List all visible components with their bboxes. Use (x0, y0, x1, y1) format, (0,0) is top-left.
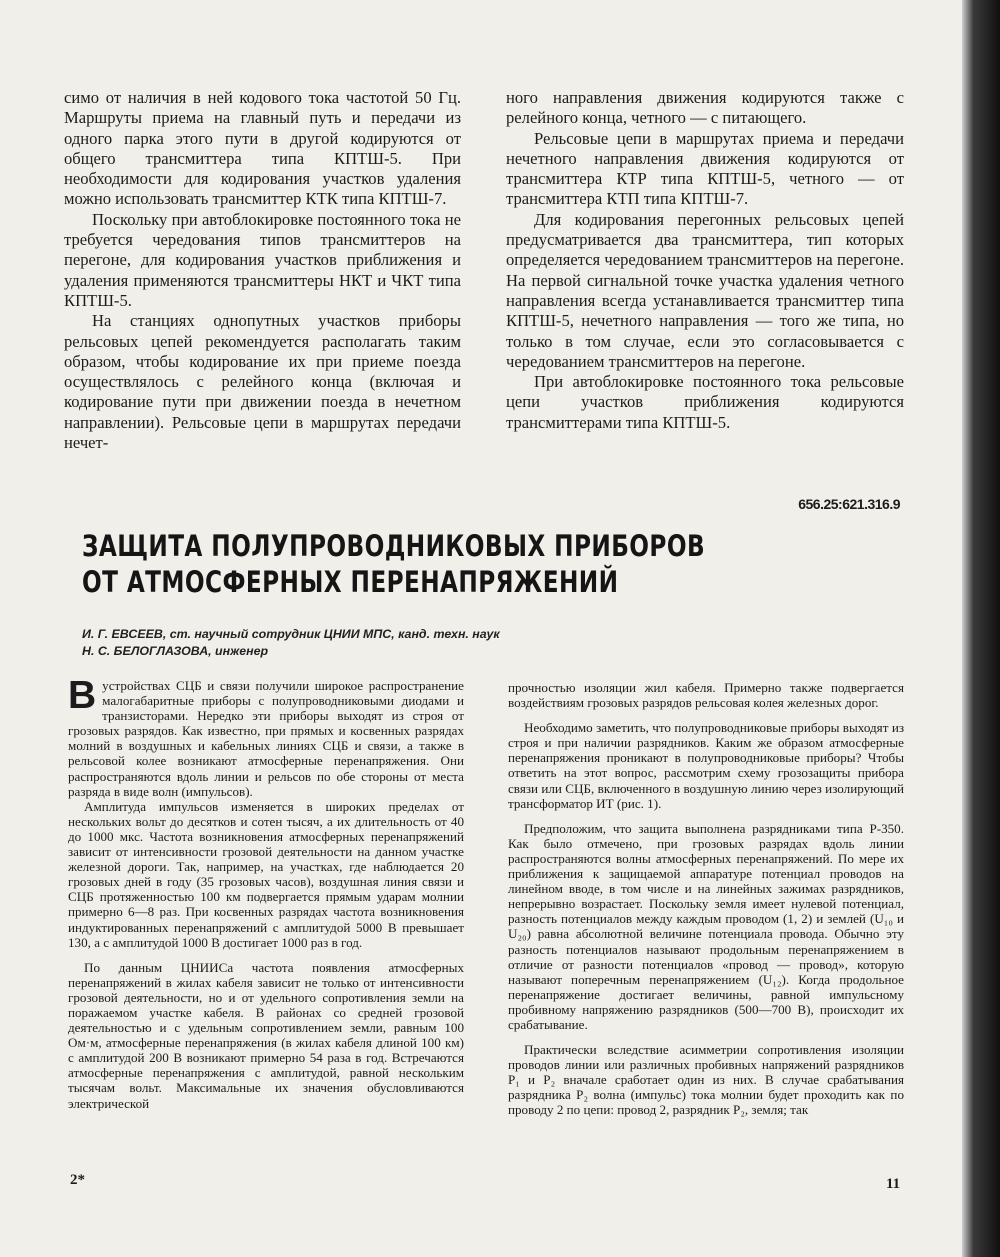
top-column-right (506, 88, 904, 433)
page-number: 11 (886, 1176, 901, 1192)
top-column-left (64, 88, 461, 453)
udc-code: 656.25:621.316.9 (798, 496, 900, 512)
paragraph-text: устройствах СЦБ и связи получили широкое распространение малогабаритные приборы с полупроводниковыми диодами и транзисторами. Нередко эти приборы выходят из строя от грозовых разрядов. Как известно, при прямых и косвенных разрядах молний в воздушных и кабельных линиях СЦБ и связи, а также в рельсовой колее возникают атмосферные перенапряжения. Они распространяются вдоль линии и рельсов по обе стороны от места разряда в виде волн (импульсов). (68, 678, 464, 799)
article-authors (82, 626, 642, 660)
paragraph: Рельсовые цепи в маршрутах приема и передачи нечетного направления движения кодируются от трансмиттера КТР типа КПТШ-5, четного — от трансмиттера КТП типа КПТШ-7. (506, 128, 904, 209)
paragraph: Необходимо заметить, что полупроводниковые приборы выходят из строя и при наличии разрядников. Каким же образом атмосферные перенапряжения проникают в полупроводниковые приборы? Чтобы ответить на этот вопрос, рассмотрим схему грозозащиты прибора связи или СЦБ, включенного в воздушную линию через изолирующий трансформатор ИТ (рис. 1). (508, 720, 904, 811)
title-line: ЗАЩИТА ПОЛУПРОВОДНИКОВЫХ ПРИБОРОВ (82, 529, 706, 563)
title-line: ОТ АТМОСФЕРНЫХ ПЕРЕНАПРЯЖЕНИЙ (82, 565, 619, 599)
paragraph: На станциях однопутных участков приборы рельсовых цепей рекомендуется располагать таким образом, чтобы кодирование их при приеме поезда осуществлялось с релейного конца (включая и кодирование пути при движении поезда в нечетном направлении). Рельсовые цепи в маршрутах передачи нечет- (64, 311, 461, 453)
paragraph: Предположим, что защита выполнена разрядниками типа Р-350. Как было отмечено, при грозовых разрядах вдоль линии распространяются волны атмосферных перенапряжений. По мере их приближения к защищаемой аппаратуре потенциал проводов на линейном вводе, в том числе и на линейных зажимах разрядников, непрерывно возрастает. Поскольку земля имеет нулевой потенциал, разность потенциалов между каждым проводом (1, 2) и землей (U₁₀ и U₂₀) равна абсолютной величине потенциала провода. Обычно эту разность потенциалов называют продольным перенапряжением в отличие от разности потенциалов «провод — провод», которую называют поперечным перенапряжением (U₁₂). Когда продольное перенапряжение достигает величины, равной импульсному пробивному напряжению разрядников (500—700 В), происходит их срабатывание. (508, 820, 904, 1032)
article-column-right (508, 680, 904, 1118)
paragraph: Поскольку при автоблокировке постоянного тока не требуется чередования типов трансмиттеров на перегоне, для кодирования участков приближения и удаления применяются трансмиттеры НКТ и ЧКТ типа КПТШ-5. (64, 209, 461, 310)
author-line: Н. С. БЕЛОГЛАЗОВА, инженер (82, 644, 269, 658)
page-edge-shadow (962, 0, 1000, 1257)
paragraph: При автоблокировке постоянного тока рельсовые цепи участков приближения кодируются трансмиттерами типа КПТШ-5. (506, 372, 904, 432)
article-column-left (68, 674, 464, 1111)
article-title (82, 528, 706, 600)
drop-cap: В (68, 674, 97, 717)
paragraph: прочностью изоляции жил кабеля. Примерно также подвергается воздействиям грозовых разрядов рельсовая колея железных дорог. (508, 680, 904, 711)
paragraph: По данным ЦНИИСа частота появления атмосферных перенапряжений в жилах кабеля зависит не только от интенсивности грозовой деятельности, но и от удельного сопротивления земли на поражаемом участке кабеля. В районах со средней грозовой деятельностью и с удельным сопротивлением земли, равным 100 Ом·м, атмосферные перенапряжения (в жилах кабеля длиной 100 км) с амплитудой 200 В возникают примерно 54 раза в год. Встречаются атмосферные перенапряжения с амплитудой, равной нескольким тысячам вольт. Максимальные их значения обусловливаются электрической (68, 959, 464, 1111)
paragraph: Практически вследствие асимметрии сопротивления изоляции проводов линии или различных пробивных напряжений разрядников P₁ и P₂ вначале сработает один из них. В случае срабатывания разрядника P₂ волна (импульс) тока молнии будет проходить как по проводу 2 по цепи: провод 2, разрядник P₂, земля; так (508, 1042, 904, 1118)
paragraph: ного направления движения кодируются также с релейного конца, четного — с питающего. (506, 88, 904, 128)
author-line: И. Г. ЕВСЕЕВ, ст. научный сотрудник ЦНИИ МПС, канд. техн. наук (82, 627, 500, 641)
paragraph (68, 674, 464, 799)
page-signature: 2* (70, 1172, 85, 1188)
paragraph: Для кодирования перегонных рельсовых цепей предусматривается два трансмиттера, тип которых определяется чередованием трансмиттеров на перегоне. На первой сигнальной точке участка удаления четного направления всегда устанавливается трансмиттер типа КПТШ-5, нечетного направления — того же типа, но только в том случае, если это согласовывается с чередованием трансмиттеров на перегоне. (506, 209, 904, 371)
paragraph: симо от наличия в ней кодового тока частотой 50 Гц. Маршруты приема на главный путь и передачи из одного парка этого пути в другой кодируются от общего трансмиттера типа КПТШ-5. При необходимости для кодирования участков удаления можно использовать трансмиттер КТК типа КПТШ-7. (64, 88, 461, 209)
paragraph: Амплитуда импульсов изменяется в широких пределах от нескольких вольт до десятков и сотен тысяч, а их длительность от 40 до 1000 мкс. Частота возникновения атмосферных перенапряжений зависит от интенсивности грозовой деятельности на данном участке железной дороги. Так, например, на участках, где наблюдается 20 грозовых дней в году (35 грозовых часов), воздушная линия связи и СЦБ протяженностью 100 км подвергается прямым ударам молнии примерно 6—8 раз. При косвенных разрядах частота возникновения индуктированных перенапряжений с амплитудой 5000 В превышает 130, а с амплитудой 1000 В достигает 1000 раз в год. (68, 798, 464, 950)
